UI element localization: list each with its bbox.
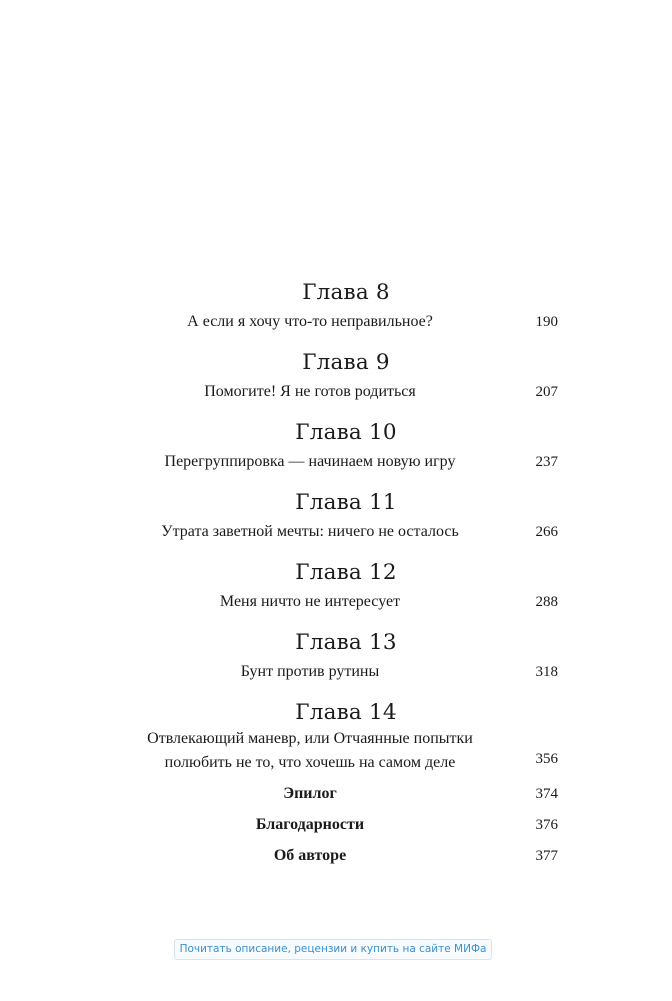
chapter-heading: Глава 10 — [295, 420, 397, 445]
toc-entry-title: Меня ничто не интересует — [219, 593, 401, 610]
back-matter-title: Благодарности — [255, 816, 365, 833]
chapter-heading: Глава 12 — [295, 560, 397, 585]
toc-entry-title-line: полюбить не то, что хочешь на самом деле — [164, 754, 456, 771]
toc-entry-page: 237 — [535, 454, 558, 470]
toc-entry — [130, 519, 560, 556]
toc-entry-page: 288 — [535, 594, 558, 610]
toc-entry-page: 190 — [535, 314, 558, 330]
back-matter-entry — [130, 780, 560, 811]
toc-entry-title: А если я хочу что-то неправильное? — [187, 313, 433, 330]
toc-entry-title: Бунт против рутины — [240, 663, 380, 680]
back-matter-entry — [130, 842, 560, 873]
toc-entry — [130, 379, 560, 416]
buy-on-mif-link[interactable]: Почитать описание, рецензии и купить на сайте МИФа — [174, 939, 492, 960]
chapter-heading: Глава 13 — [295, 630, 397, 655]
back-matter-entry — [130, 811, 560, 842]
toc-entry-title-line: Отвлекающий маневр, или Отчаянные попытки — [147, 730, 473, 747]
toc-entry-page: 207 — [535, 384, 558, 400]
toc-entry-page: 318 — [535, 664, 558, 680]
toc-entry-title: Перегруппировка — начинаем новую игру — [164, 453, 456, 470]
back-matter-page: 376 — [535, 817, 558, 833]
toc-entry-title: Помогите! Я не готов родиться — [204, 383, 416, 400]
toc-entry-title: Утрата заветной мечты: ничего не осталось — [161, 523, 459, 540]
toc-entry-page: 266 — [535, 524, 558, 540]
toc-entry — [130, 659, 560, 696]
chapter-heading: Глава 9 — [302, 350, 390, 375]
chapter-heading: Глава 11 — [295, 490, 397, 515]
table-of-contents — [130, 276, 560, 873]
back-matter-title: Об авторе — [273, 847, 347, 864]
toc-entry — [130, 729, 560, 780]
chapter-heading: Глава 8 — [302, 280, 390, 305]
toc-entry-page: 356 — [535, 751, 558, 767]
back-matter-title: Эпилог — [283, 785, 337, 802]
back-matter-page: 374 — [535, 786, 558, 802]
back-matter-page: 377 — [535, 848, 558, 864]
toc-entry-title — [130, 727, 490, 775]
toc-entry — [130, 589, 560, 626]
toc-entry — [130, 449, 560, 486]
chapter-heading: Глава 14 — [295, 700, 397, 725]
toc-entry — [130, 309, 560, 346]
